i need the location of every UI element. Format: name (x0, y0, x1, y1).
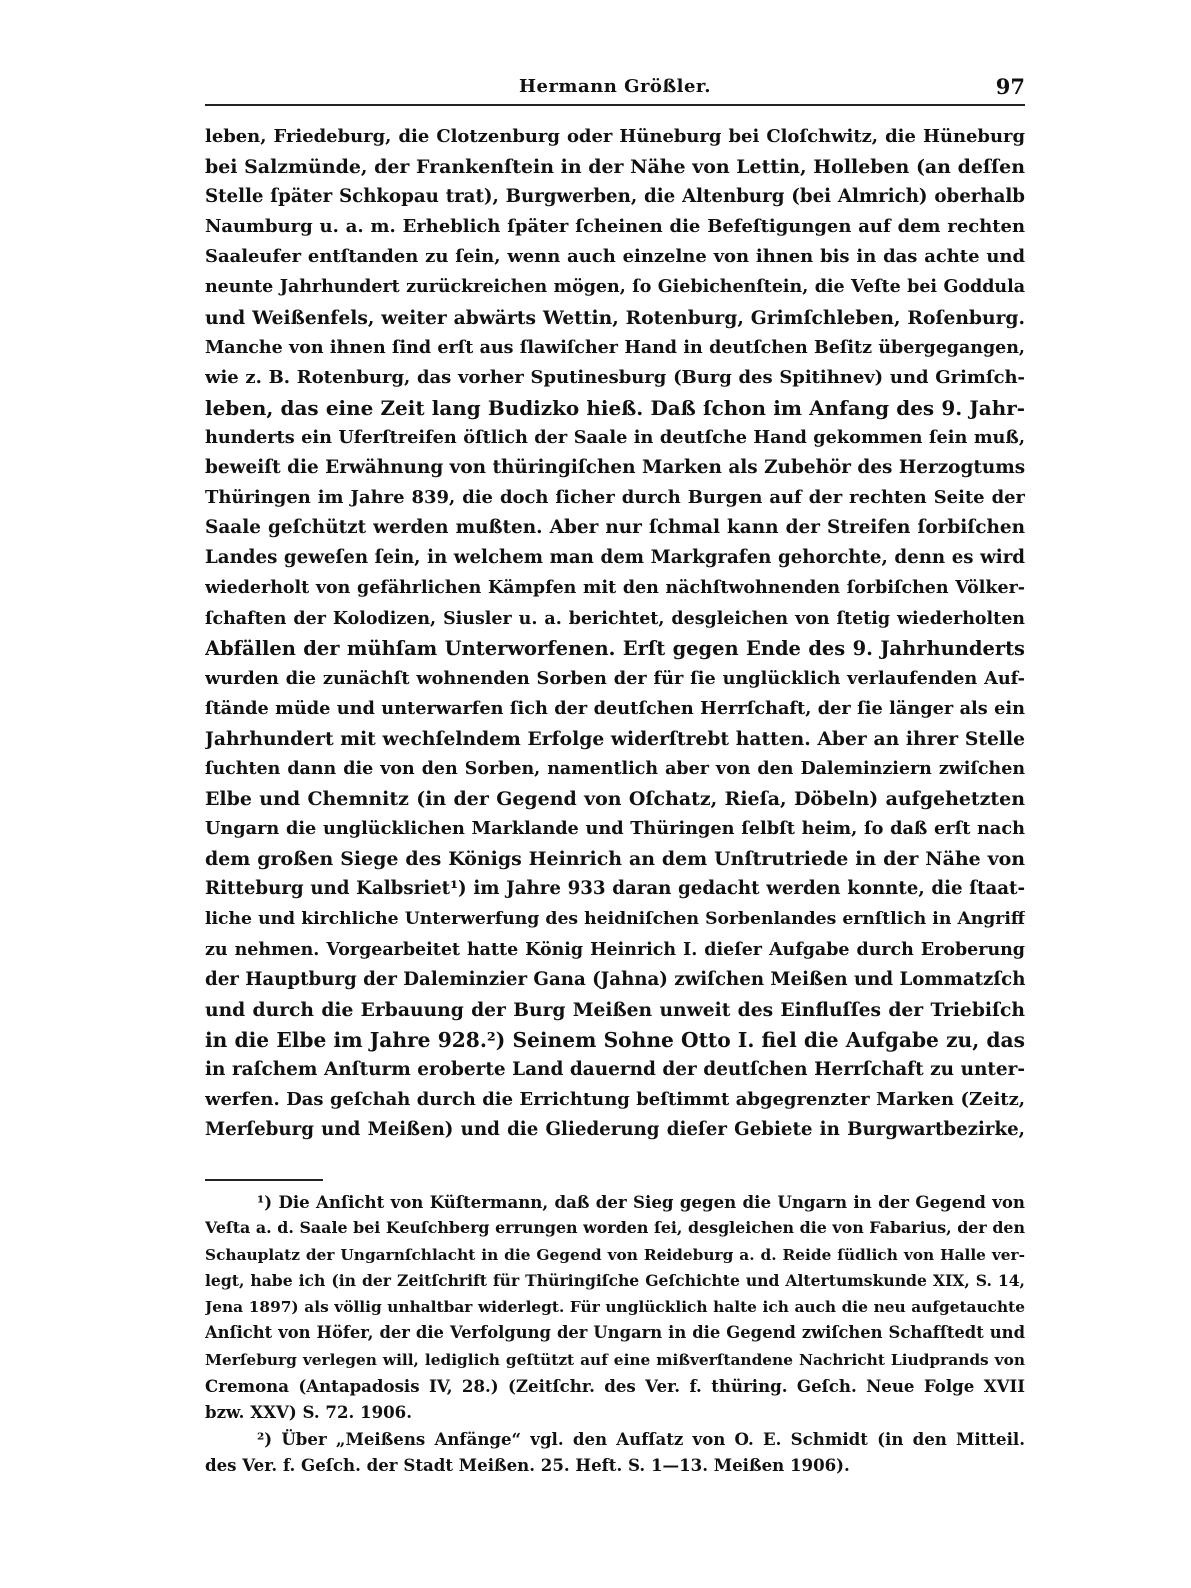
footnotes (205, 1189, 1025, 1478)
footnote-line: Schauplatz der Ungarnſchlacht in die Gegend von Reideburg a. d. Reide ſüdlich von Halle ver- (205, 1245, 1025, 1264)
text-line: in raſchem Anſturm eroberte Land dauernd der deutſchen Herrſchaft zu unter- (205, 1058, 1025, 1080)
footnote-line: bzw. XXV) S. 72. 1906. (205, 1402, 412, 1423)
footnote-line: Jena 1897) als völlig unhaltbar widerlegt. Für unglücklich halte ich auch die neu aufgetauchte (205, 1298, 1025, 1317)
text-line: liche und kirchliche Unterwerfung des heidniſchen Sorbenlandes ernſtlich in Angriff (205, 909, 1025, 930)
text-line: Saaleufer entſtanden zu ſein, wenn auch einzelne von ihnen bis in das achte und (205, 246, 1025, 268)
text-line: Ritteburg und Kalbsriet¹) im Jahre 933 daran gedacht werden konnte, die ſtaat- (205, 878, 1025, 900)
text-line: leben, Friedeburg, die Clotzenburg oder Hüneburg bei Cloſchwitz, die Hüneburg (205, 126, 1025, 147)
text-line: Abfällen der mühſam Unterworfenen. Erſt gegen Ende des 9. Jahrhunderts (205, 636, 1025, 660)
text-line: Jahrhundert mit wechſelndem Erfolge widerſtrebt hatten. Aber an ihrer Stelle (205, 727, 1025, 750)
text-line: neunte Jahrhundert zurückreichen mögen, ſo Giebichenſtein, die Veſte bei Goddula (205, 277, 1025, 298)
text-line: ſuchten dann die von den Sorben, namentlich aber von den Daleminziern zwiſchen (205, 758, 1025, 779)
text-line: Thüringen im Jahre 839, die doch ſicher durch Burgen auf der rechten Seite der (205, 487, 1025, 509)
text-line: Saale geſchützt werden mußten. Aber nur ſchmal kann der Streifen ſorbiſchen (205, 517, 1025, 539)
footnote-line: ¹) Die Anſicht von Küſtermann, daß der Sieg gegen die Ungarn in der Gegend von (257, 1192, 1025, 1212)
page-number: 97 (995, 74, 1025, 99)
text-line: wiederholt von gefährlichen Kämpfen mit den nächſtwohnenden ſorbiſchen Völker- (205, 578, 1025, 599)
text-line: zu nehmen. Vorgearbeitet hatte König Heinrich I. dieſer Aufgabe durch Eroberung (205, 939, 1025, 960)
text-line: Naumburg u. a. m. Erheblich ſpäter ſcheinen die Befeſtigungen auf dem rechten (205, 216, 1025, 238)
text-line: Merſeburg und Meißen) und die Gliederung dieſer Gebiete in Burgwartbezirke, (205, 1119, 1025, 1141)
text-line: bei Salzmünde, der Frankenſtein in der Nähe von Lettin, Holleben (an deſſen (205, 156, 1025, 179)
footnote-line: Anſicht von Höfer, der die Verfolgung der Ungarn in die Gegend zwiſchen Schafſtedt und (205, 1323, 1025, 1343)
text-line: ſtände müde und unterwarfen ſich der deutſchen Herrſchaft, der ſie länger als ein (205, 697, 1025, 719)
footnote-line: Cremona (Antapadosis IV, 28.) (Zeitſchr. des Ver. f. thüring. Geſch. Neue Folge XVII (205, 1376, 1025, 1397)
text-line: und Weißenfels, weiter abwärts Wettin, Rotenburg, Grimſchleben, Roſenburg. (205, 306, 1025, 329)
footnote-line: des Ver. f. Geſch. der Stadt Meißen. 25. Heft. S. 1—13. Meißen 1906). (205, 1454, 850, 1475)
text-line: Landes geweſen ſein, in welchem man dem Markgrafen gehorchte, denn es wird (205, 547, 1025, 569)
text-line: ſchaften der Kolodizen, Siusler u. a. berichtet, desgleichen von ſtetig wiederholten (205, 608, 1025, 629)
running-header (205, 74, 1025, 106)
footnote-divider (205, 1179, 323, 1181)
text-line: Ungarn die unglücklichen Marklande und Thüringen ſelbſt heim, ſo daß erſt nach (205, 818, 1025, 840)
text-line: dem großen Siege des Königs Heinrich an dem Unſtrutriede in der Nähe von (205, 848, 1025, 871)
text-line: und durch die Erbauung der Burg Meißen unweit des Einfluſſes der Triebiſch (205, 998, 1025, 1021)
text-line: leben, das eine Zeit lang Budizko hieß. Daß ſchon im Anfang des 9. Jahr- (205, 395, 1025, 420)
text-line: hunderts ein Uferſtreifen öſtlich der Saale in deutſche Hand gekommen ſein muß, (205, 426, 1025, 448)
running-title: Hermann Größler. (518, 76, 712, 97)
footnote-line: Merſeburg verlegen will, lediglich geſtützt auf eine mißverſtandene Nachricht Liudprands von (205, 1350, 1025, 1369)
footnote-line: ²) Über „Meißens Anfänge“ vgl. den Aufſatz von O. E. Schmidt (in den Mitteil. (257, 1428, 1025, 1449)
text-line: Manche von ihnen ſind erſt aus ſlawiſcher Hand in deutſchen Beſitz übergegangen, (205, 337, 1025, 358)
text-line: beweiſt die Erwähnung von thüringiſchen Marken als Zubehör des Herzogtums (205, 457, 1025, 479)
text-line: in die Elbe im Jahre 928.²) Seinem Sohne Otto I. fiel die Aufgabe zu, das (205, 1027, 1025, 1052)
text-line: der Hauptburg der Daleminzier Gana (Jahna) zwiſchen Meißen und Lommatzſch (205, 968, 1025, 990)
footnote-line: Veſta a. d. Saale bei Keuſchberg errungen worden ſei, desgleichen die von Fabarius, der den (205, 1218, 1025, 1238)
text-line: wurden die zunächſt wohnenden Sorben der für ſie unglücklich verlaufenden Auf- (205, 667, 1025, 689)
text-line: werfen. Das geſchah durch die Errichtung beſtimmt abgegrenzter Marken (Zeitz, (205, 1089, 1025, 1110)
text-line: wie z. B. Rotenburg, das vorher Sputinesburg (Burg des Spitihnev) und Grimſch- (205, 366, 1025, 388)
main-text (205, 122, 1025, 1145)
text-line: Elbe und Chemnitz (in der Gegend von Oſchatz, Rieſa, Döbeln) aufgehetzten (205, 788, 1025, 811)
text-line: Stelle ſpäter Schkopau trat), Burgwerben, die Altenburg (bei Almrich) oberhalb (205, 186, 1025, 208)
footnote-line: legt, habe ich (in der Zeitſchrift für Thüringiſche Geſchichte und Altertumskunde XIX, S. 14, (205, 1270, 1025, 1290)
